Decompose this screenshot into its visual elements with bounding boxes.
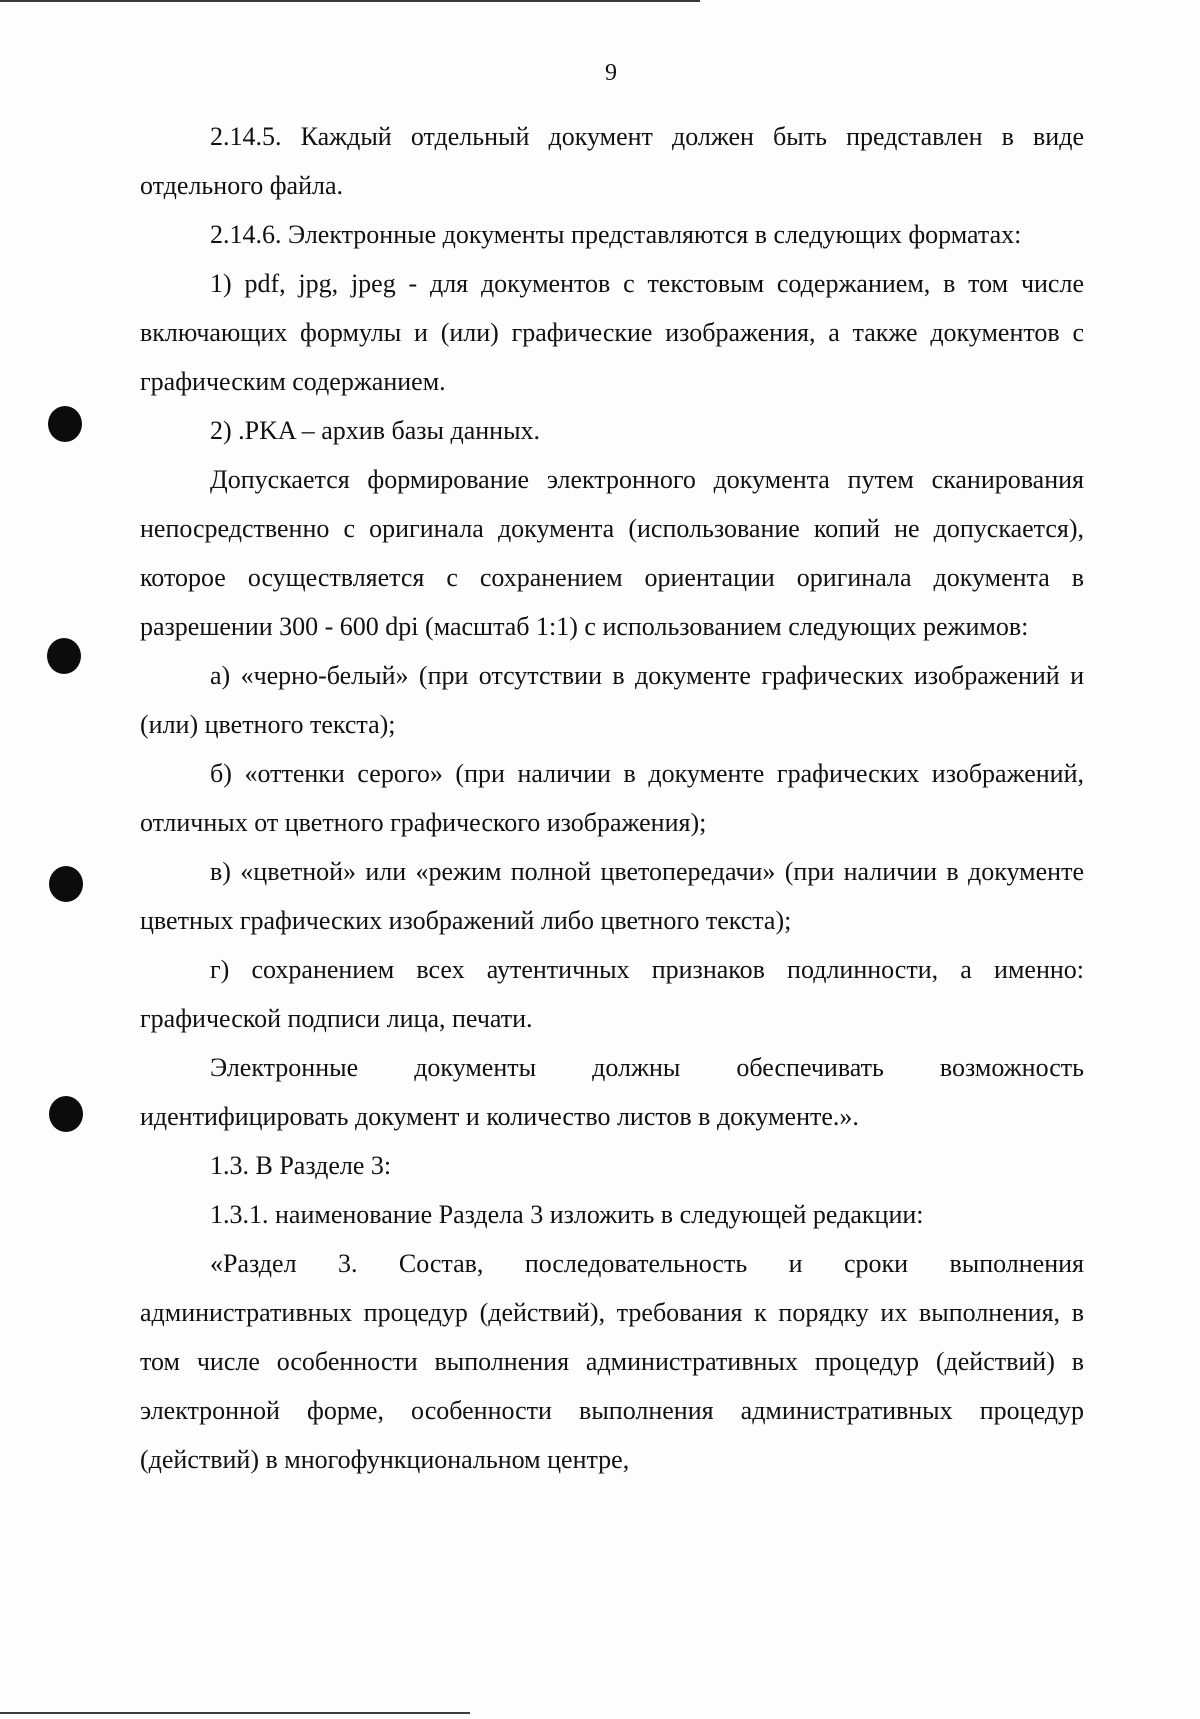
punch-hole xyxy=(49,1096,83,1132)
paragraph-identification: Электронные документы должны обеспечивать возможность идентифицировать документ и количество листов в документе.». xyxy=(140,1053,1084,1131)
list-item-mode-g: г) сохранением всех аутентичных признаков подлинности, а именно: графической подписи лица, печати. xyxy=(140,955,1084,1033)
punch-hole xyxy=(48,406,82,442)
page-number: 9 xyxy=(605,60,617,86)
scan-edge-top xyxy=(0,0,700,2)
punch-hole xyxy=(49,866,83,902)
paragraph-2-14-6: 2.14.6. Электронные документы представляются в следующих форматах: xyxy=(210,220,1022,249)
paragraph-scanning: Допускается формирование электронного документа путем сканирования непосредственно с оригинала документа (использование копий не допускается), которое осуществляется с сохранением ориентации оригинала документа в разрешении 300 - 600 dpi (масштаб 1:1) с использованием следующих режимов: xyxy=(140,465,1084,641)
paragraph-2-14-5: 2.14.5. Каждый отдельный документ должен быть представлен в виде отдельного файла. xyxy=(140,122,1084,200)
paragraph-1-3: 1.3. В Разделе 3: xyxy=(210,1151,392,1180)
document-body xyxy=(140,112,1084,1484)
list-item-formats-2: 2) .PKA – архив базы данных. xyxy=(210,416,541,445)
scan-edge-bottom xyxy=(0,1712,470,1714)
paragraph-1-3-1: 1.3.1. наименование Раздела 3 изложить в следующей редакции: xyxy=(210,1200,924,1229)
paragraph-section-3-title: «Раздел 3. Состав, последовательность и сроки выполнения административных процедур (действий), требования к порядку их выполнения, в том числе особенности выполнения административных процедур (действий) в электронной форме, особенности выполнения административных процедур (действий) в многофункциональном центре, xyxy=(140,1249,1084,1474)
list-item-mode-a: а) «черно-белый» (при отсутствии в документе графических изображений и (или) цветного текста); xyxy=(140,661,1084,739)
punch-hole xyxy=(47,638,81,674)
list-item-formats-1: 1) pdf, jpg, jpeg - для документов с текстовым содержанием, в том числе включающих формулы и (или) графические изображения, а также документов с графическим содержанием. xyxy=(140,269,1084,396)
list-item-mode-v: в) «цветной» или «режим полной цветопередачи» (при наличии в документе цветных графических изображений либо цветного текста); xyxy=(140,857,1084,935)
list-item-mode-b: б) «оттенки серого» (при наличии в документе графических изображений, отличных от цветного графического изображения); xyxy=(140,759,1084,837)
